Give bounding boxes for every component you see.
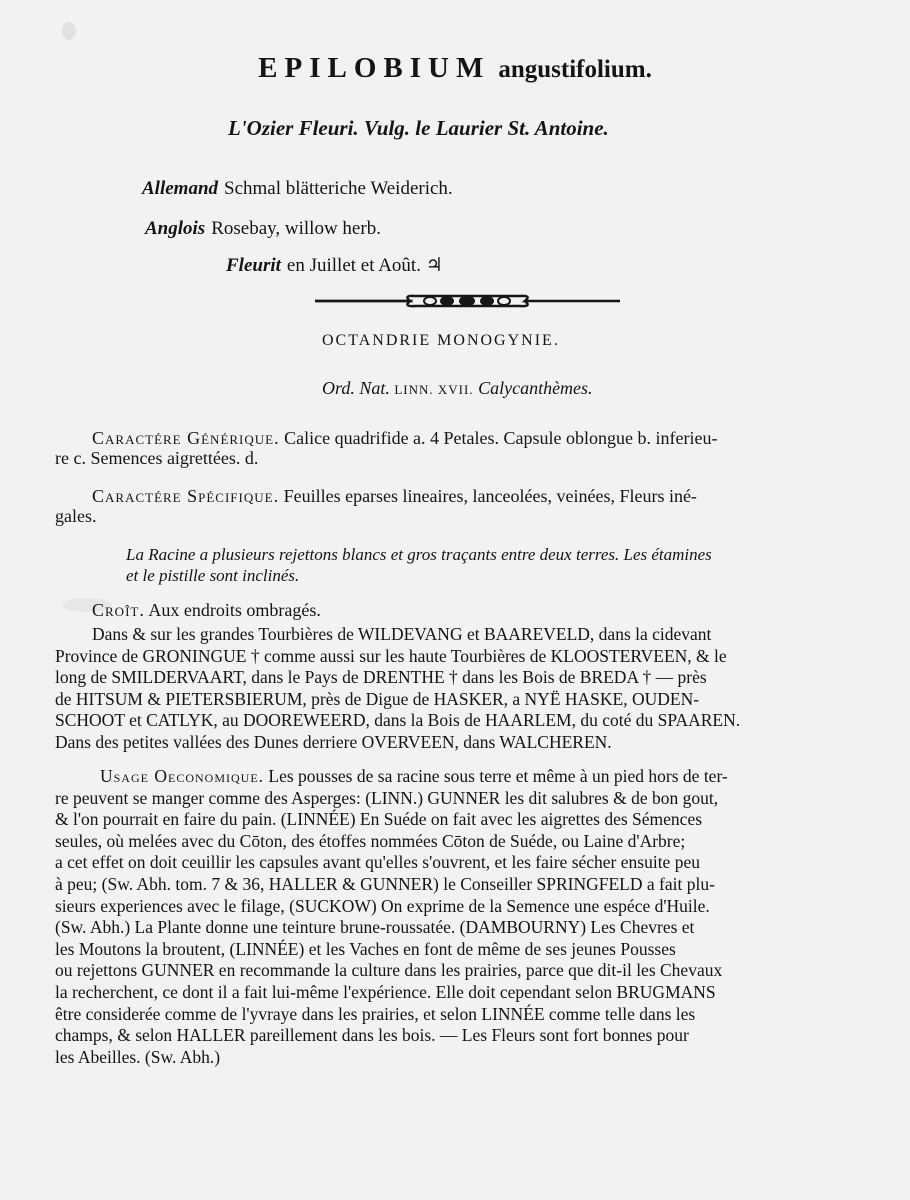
flowering-period: [226, 254, 443, 277]
french-common-name: L'Ozier Fleuri. Vulg. le Laurier St. Antoine.: [228, 116, 609, 140]
usage-line: champs, & selon HALLER pareillement dans les bois. — Les Fleurs sont fort bonnes pour: [55, 1025, 689, 1046]
usage-line: sieurs experiences avec le filage, (SUCKOW) On exprime de la Semence une espéce d'Huile.: [55, 895, 710, 916]
habitat: [92, 600, 321, 621]
generic-character-label: Caractére Générique.: [92, 428, 280, 448]
locality-line: Province de GRONINGUE † comme aussi sur les haute Tourbières de KLOOSTERVEEN, & le: [55, 645, 727, 666]
locality-line: Dans des petites vallées des Dunes derriere OVERVEEN, dans WALCHEREN.: [55, 731, 612, 752]
usage-line: la recherchent, ce dont il a fait lui-même l'expérience. Elle doit cependant selon BRUGMANS: [55, 981, 716, 1002]
generic-character: [55, 428, 875, 468]
locality-line: Dans & sur les grandes Tourbières de WILDEVANG et BAAREVELD, dans la cidevant: [92, 624, 712, 644]
vernacular-name: Rosebay, willow herb.: [211, 218, 381, 239]
specific-character-label: Caractére Spécifique.: [92, 486, 280, 506]
specific-character: [55, 486, 875, 526]
flowering-text: en Juillet et Août. ♃: [286, 255, 443, 276]
usage-line: les Abeilles. (Sw. Abh.): [55, 1046, 221, 1067]
note-line: La Racine a plusieurs rejettons blancs et gros traçants entre deux terres. Les étamines: [126, 545, 712, 564]
usage-line: & l'on pourrait en faire du pain. (LINNÉE) En Suéde on fait avec les aigrettes des Sémences: [55, 809, 703, 830]
generic-character-text: re c. Semences aigrettées. d.: [55, 448, 259, 468]
ord-nat-linn: LINN. XVII.: [394, 382, 474, 397]
specific-character-text: Feuilles eparses lineaires, lanceolées, veinées, Fleurs iné-: [283, 486, 697, 506]
note-line: et le pistille sont inclinés.: [126, 566, 300, 585]
vernacular-german: [142, 178, 453, 200]
language-label: Allemand: [142, 178, 219, 199]
usage-line: seules, où melées avec du Cōton, des étoffes nommées Cōton de Suéde, ou Laine d'Arbre;: [55, 830, 686, 851]
page-title: [0, 52, 910, 85]
natural-order: [322, 378, 593, 399]
specific-character-text: gales.: [55, 506, 97, 526]
usage-line: les Moutons la broutent, (LINNÉE) et les Vaches en font de même de ses jeunes Pousses: [55, 938, 676, 959]
linnaean-class: OCTANDRIE MONOGYNIE.: [322, 332, 560, 349]
localities-paragraph: [55, 624, 875, 753]
habitat-text: Aux endroits ombragés.: [148, 600, 321, 620]
genus-name: EPILOBIUM: [258, 52, 491, 84]
vernacular-name: Schmal blätteriche Weiderich.: [224, 178, 453, 199]
vernacular-english: [145, 218, 381, 240]
economic-use-paragraph: [55, 766, 877, 1068]
root-description: [126, 544, 876, 586]
usage-line: a cet effet on doit ceuillir les capsules avant qu'elles s'ouvrent, et les faire sécher ensuite peu: [55, 852, 700, 873]
paper-smudge: [62, 22, 76, 40]
usage-line: être considerée comme de l'yvraye dans les prairies, et selon LINNÉE comme telle dans les: [55, 1003, 696, 1024]
ord-nat-prefix: Ord. Nat.: [322, 378, 390, 398]
usage-line: à peu; (Sw. Abh. tom. 7 & 36, HALLER & GUNNER) le Conseiller SPRINGFELD a fait plu-: [55, 873, 715, 894]
ord-nat-name: Calycanthèmes.: [478, 378, 593, 398]
locality-line: SCHOOT et CATLYK, au DOOREWEERD, dans la Bois de HAARLEM, du coté du SPAAREN.: [55, 710, 741, 730]
usage-line: ou rejettons GUNNER en recommande la culture dans les prairies, parce que dit-il les Chevaux: [55, 960, 723, 981]
species-name: angustifolium.: [498, 56, 652, 83]
usage-line: Les pousses de sa racine sous terre et même à un pied hors de ter-: [268, 766, 728, 786]
habitat-label: Croît.: [92, 600, 145, 620]
generic-character-text: Calice quadrifide a. 4 Petales. Capsule oblongue b. inferieu-: [284, 428, 718, 448]
language-label: Anglois: [145, 218, 206, 239]
usage-line: (Sw. Abh.) La Plante donne une teinture brune-roussatée. (DAMBOURNY) Les Chevres et: [55, 917, 695, 938]
economic-use-label: Usage Oeconomique.: [100, 766, 265, 786]
ornamental-rule: [315, 290, 620, 312]
locality-line: de HITSUM & PIETERSBIERUM, près de Digue de HASKER, a NYË HASKE, OUDEN-: [55, 688, 700, 709]
locality-line: long de SMILDERVAART, dans le Pays de DRENTHE † dans les Bois de BREDA † — près: [55, 667, 707, 687]
usage-line: re peuvent se manger comme des Asperges: (LINN.) GUNNER les dit salubres & de bon gout,: [55, 787, 719, 808]
flowering-label: Fleurit: [226, 255, 281, 276]
